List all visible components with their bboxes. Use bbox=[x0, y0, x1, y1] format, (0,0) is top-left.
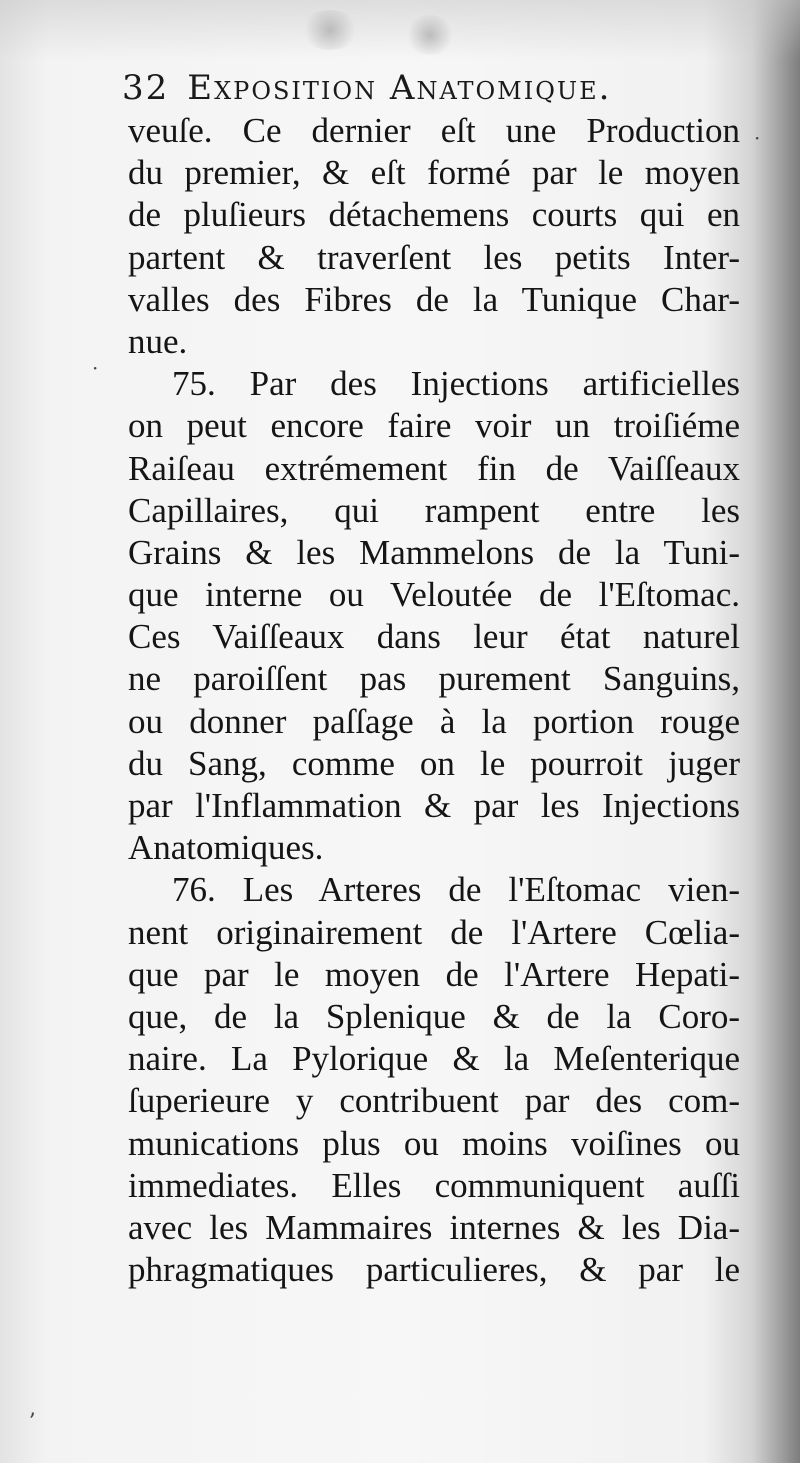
text-line: Grains & les Mammelons de la Tuni- bbox=[128, 532, 740, 572]
body-text bbox=[128, 110, 740, 1291]
text-line: ou donner paſſage à la portion rouge bbox=[128, 701, 740, 741]
text-line: Raiſeau extrémement fin de Vaiſſeaux bbox=[128, 448, 740, 488]
text-line: ne paroiſſent pas purement Sanguins, bbox=[128, 659, 740, 699]
text-line: phragmatiques particulieres, & par le bbox=[128, 1250, 740, 1290]
ink-blot bbox=[300, 10, 360, 50]
text-line: avec les Mammaires internes & les Dia- bbox=[128, 1207, 740, 1247]
stray-mark: ʼ bbox=[28, 1410, 35, 1435]
text-line: Capillaires, qui rampent entre les bbox=[128, 490, 740, 530]
text-line: immediates. Elles communiquent auſſi bbox=[128, 1165, 740, 1205]
text-line: nue. bbox=[128, 321, 188, 361]
paragraph-76-start: 76. Les Arteres de l'Eſtomac vien- bbox=[172, 870, 740, 910]
text-line: veuſe. Ce dernier eſt une Production bbox=[128, 111, 740, 150]
text-line: on peut encore faire voir un troiſiéme bbox=[128, 406, 740, 446]
text-line: nent originairement de l'Artere Cœlia- bbox=[128, 912, 740, 952]
text-line: valles des Fibres de la Tunique Char- bbox=[128, 279, 740, 319]
text-line: que interne ou Veloutée de l'Eſtomac. bbox=[128, 575, 740, 615]
running-title: Exposition Anatomique. bbox=[187, 68, 612, 108]
text-line: naire. La Pylorique & la Meſenterique bbox=[128, 1039, 740, 1079]
text-line: du premier, & eſt formé par le moyen bbox=[128, 153, 740, 193]
running-header bbox=[122, 68, 722, 112]
text-line: de pluſieurs détachemens courts qui en bbox=[128, 195, 740, 235]
page-top-shadow bbox=[0, 0, 800, 60]
text-line: du Sang, comme on le pourroit juger bbox=[128, 743, 740, 783]
stray-mark: · bbox=[92, 356, 99, 380]
text-line: partent & traverſent les petits Inter- bbox=[128, 237, 740, 277]
text-line: ſuperieure y contribuent par des com- bbox=[128, 1081, 740, 1121]
text-line: que par le moyen de l'Artere Hepati- bbox=[128, 954, 740, 994]
page-number: 32 bbox=[122, 68, 170, 108]
text-line: que, de la Splenique & de la Coro- bbox=[128, 996, 740, 1036]
text-line: Ces Vaiſſeaux dans leur état naturel bbox=[128, 617, 740, 657]
paragraph-75-start: 75. Par des Injections artificielles bbox=[172, 364, 740, 404]
ink-blot bbox=[405, 15, 455, 55]
text-line: par l'Inflammation & par les Injections bbox=[128, 786, 740, 825]
text-line: munications plus ou moins voiſines ou bbox=[128, 1123, 740, 1163]
stray-mark: · bbox=[754, 126, 761, 150]
text-line: Anatomiques. bbox=[128, 828, 324, 868]
